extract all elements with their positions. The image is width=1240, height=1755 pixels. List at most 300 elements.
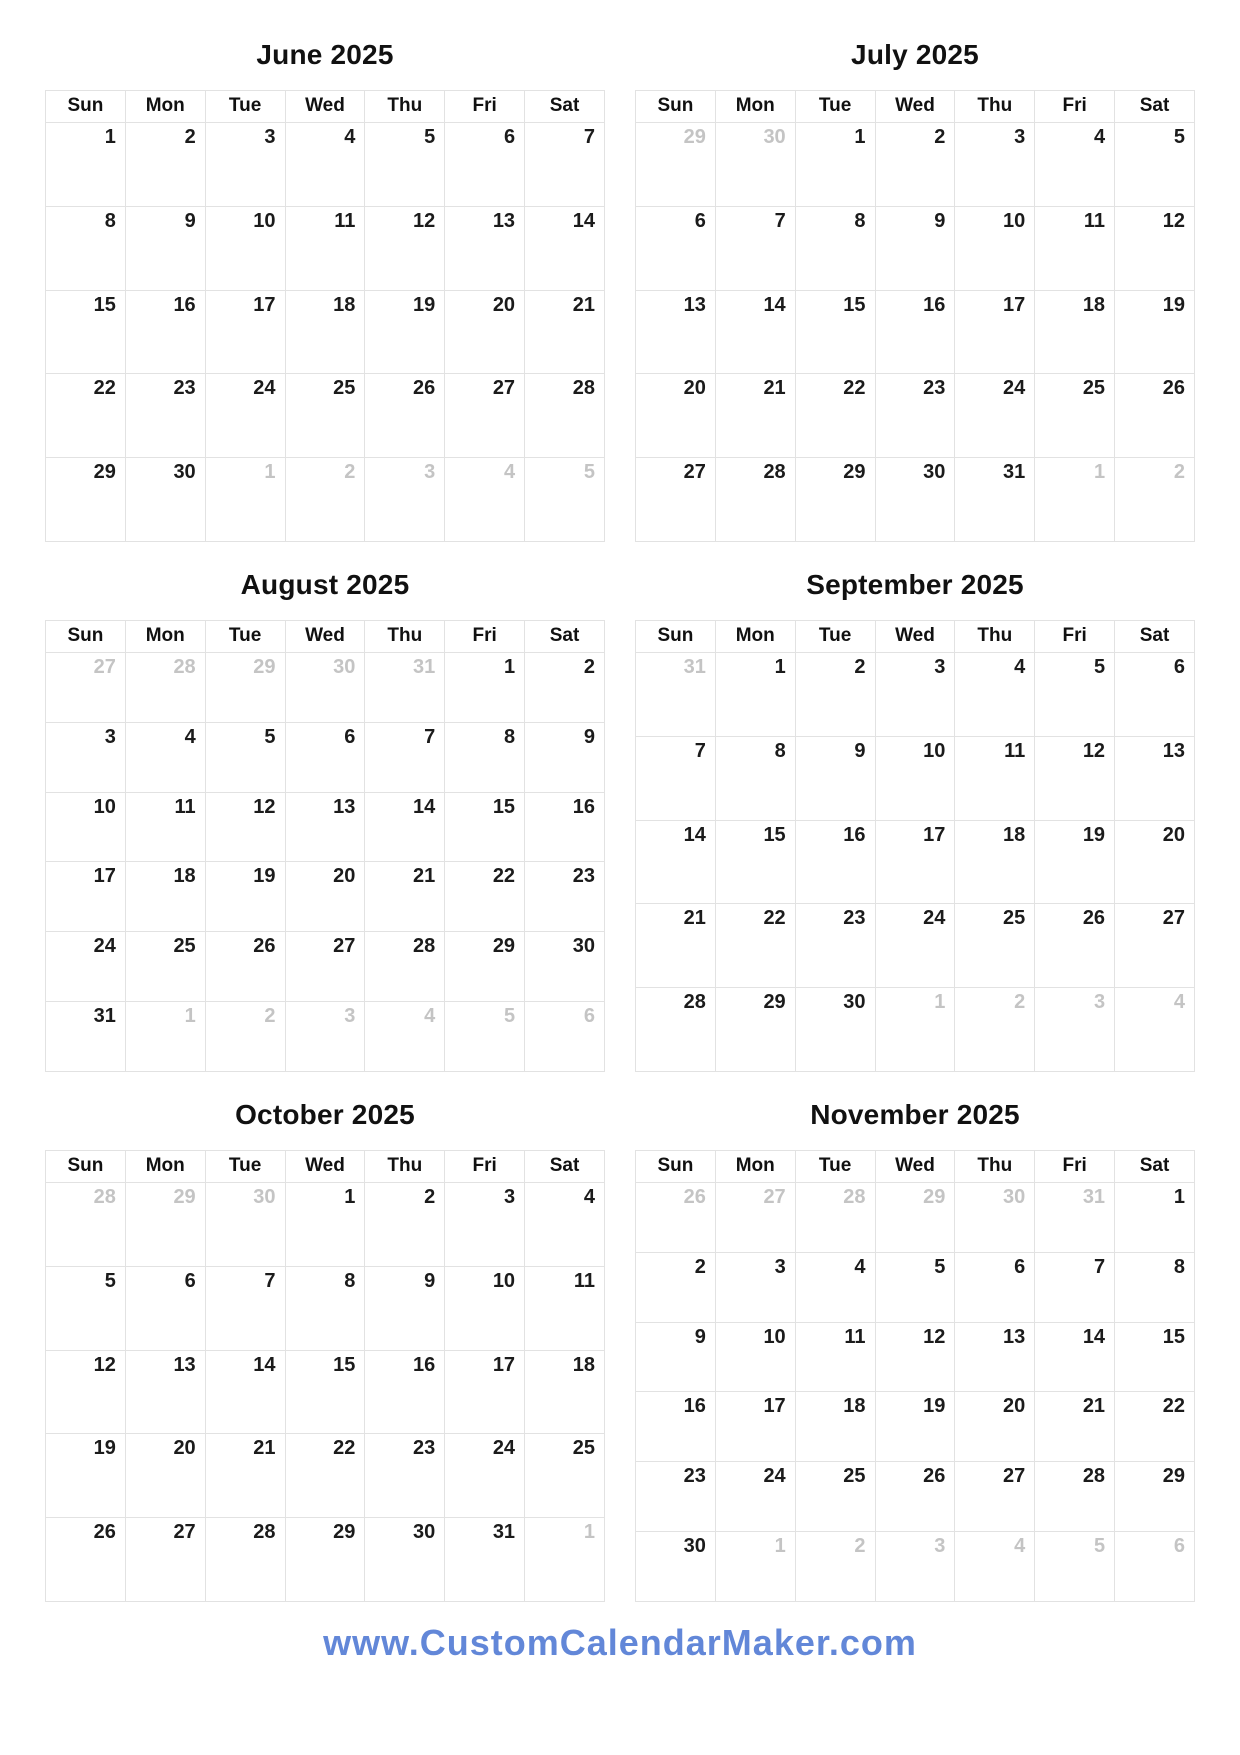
week-row: [46, 653, 605, 723]
months-grid: [45, 12, 1195, 1602]
day-cell-outside: 28: [125, 653, 205, 723]
day-cell: 28: [365, 932, 445, 1002]
day-cell: 3: [875, 653, 955, 737]
weekday-header-fri: Fri: [445, 1151, 525, 1183]
day-cell: 4: [795, 1252, 875, 1322]
day-cell: 3: [205, 123, 285, 207]
day-cell-outside: 4: [1115, 988, 1195, 1072]
day-cell-outside: 4: [365, 1002, 445, 1072]
day-cell-outside: 31: [636, 653, 716, 737]
day-cell: 20: [1115, 820, 1195, 904]
day-cell: 10: [875, 736, 955, 820]
day-cell-outside: 2: [205, 1002, 285, 1072]
day-cell: 15: [445, 792, 525, 862]
month-title: July 2025: [851, 39, 979, 70]
day-cell: 18: [955, 820, 1035, 904]
day-cell: 2: [875, 123, 955, 207]
day-cell: 16: [525, 792, 605, 862]
day-cell: 21: [715, 374, 795, 458]
weekday-header-fri: Fri: [1035, 91, 1115, 123]
day-cell: 2: [795, 653, 875, 737]
day-cell: 12: [875, 1322, 955, 1392]
day-cell: 23: [795, 904, 875, 988]
day-cell: 8: [795, 206, 875, 290]
day-cell: 21: [205, 1434, 285, 1518]
month-june-2025: [45, 12, 605, 542]
day-cell: 10: [715, 1322, 795, 1392]
week-row: [636, 1462, 1195, 1532]
day-cell: 25: [125, 932, 205, 1002]
day-cell: 7: [1035, 1252, 1115, 1322]
day-cell: 27: [1115, 904, 1195, 988]
weekday-header-fri: Fri: [445, 621, 525, 653]
day-cell: 24: [46, 932, 126, 1002]
weekday-header-sun: Sun: [46, 91, 126, 123]
day-cell: 26: [1035, 904, 1115, 988]
weekday-header-sun: Sun: [636, 1151, 716, 1183]
day-cell: 5: [875, 1252, 955, 1322]
day-cell: 9: [125, 206, 205, 290]
day-cell: 14: [1035, 1322, 1115, 1392]
day-cell-outside: 3: [285, 1002, 365, 1072]
day-cell: 8: [46, 206, 126, 290]
month-grid: [45, 620, 605, 1072]
day-cell: 24: [445, 1434, 525, 1518]
day-cell: 24: [205, 374, 285, 458]
week-row: [636, 736, 1195, 820]
day-cell: 4: [525, 1183, 605, 1267]
day-cell: 30: [795, 988, 875, 1072]
day-cell-outside: 1: [525, 1518, 605, 1602]
weekday-header-tue: Tue: [205, 621, 285, 653]
week-row: [46, 123, 605, 207]
day-cell: 30: [875, 458, 955, 542]
day-cell: 18: [795, 1392, 875, 1462]
day-cell: 3: [46, 722, 126, 792]
day-cell: 31: [445, 1518, 525, 1602]
day-cell: 8: [445, 722, 525, 792]
day-cell: 17: [205, 290, 285, 374]
weekday-header-sat: Sat: [525, 621, 605, 653]
day-cell: 31: [955, 458, 1035, 542]
day-cell: 26: [875, 1462, 955, 1532]
day-cell: 5: [205, 722, 285, 792]
weekday-header-wed: Wed: [875, 1151, 955, 1183]
day-cell: 8: [1115, 1252, 1195, 1322]
weekday-header-tue: Tue: [205, 91, 285, 123]
day-cell: 19: [365, 290, 445, 374]
day-cell: 16: [875, 290, 955, 374]
day-cell: 2: [525, 653, 605, 723]
week-row: [636, 206, 1195, 290]
weekday-header-row: [46, 1151, 605, 1183]
month-row: [45, 12, 1195, 542]
day-cell: 25: [955, 904, 1035, 988]
day-cell: 20: [445, 290, 525, 374]
month-grid: [45, 1150, 605, 1602]
day-cell: 17: [875, 820, 955, 904]
day-cell-outside: 3: [365, 458, 445, 542]
day-cell: 18: [525, 1350, 605, 1434]
day-cell: 4: [955, 653, 1035, 737]
day-cell-outside: 29: [636, 123, 716, 207]
week-row: [636, 653, 1195, 737]
day-cell-outside: 4: [445, 458, 525, 542]
day-cell: 24: [875, 904, 955, 988]
week-row: [636, 1532, 1195, 1602]
weekday-header-thu: Thu: [955, 621, 1035, 653]
day-cell: 3: [445, 1183, 525, 1267]
weekday-header-sat: Sat: [525, 1151, 605, 1183]
day-cell: 15: [285, 1350, 365, 1434]
day-cell: 29: [795, 458, 875, 542]
day-cell: 9: [636, 1322, 716, 1392]
weekday-header-wed: Wed: [285, 91, 365, 123]
day-cell-outside: 1: [1035, 458, 1115, 542]
day-cell: 15: [795, 290, 875, 374]
day-cell-outside: 1: [875, 988, 955, 1072]
day-cell: 24: [955, 374, 1035, 458]
day-cell: 30: [125, 458, 205, 542]
month-title: November 2025: [810, 1099, 1020, 1130]
day-cell-outside: 3: [875, 1532, 955, 1602]
day-cell: 28: [1035, 1462, 1115, 1532]
day-cell: 18: [125, 862, 205, 932]
day-cell: 26: [1115, 374, 1195, 458]
day-cell: 13: [125, 1350, 205, 1434]
day-cell: 21: [636, 904, 716, 988]
day-cell: 7: [525, 123, 605, 207]
day-cell: 4: [125, 722, 205, 792]
day-cell-outside: 1: [715, 1532, 795, 1602]
day-cell: 1: [285, 1183, 365, 1267]
day-cell: 11: [955, 736, 1035, 820]
day-cell: 5: [1035, 653, 1115, 737]
day-cell: 25: [1035, 374, 1115, 458]
day-cell: 29: [1115, 1462, 1195, 1532]
week-row: [46, 792, 605, 862]
weekday-header-sat: Sat: [525, 91, 605, 123]
day-cell: 1: [715, 653, 795, 737]
weekday-header-row: [46, 91, 605, 123]
day-cell: 1: [445, 653, 525, 723]
day-cell-outside: 3: [1035, 988, 1115, 1072]
day-cell-outside: 2: [795, 1532, 875, 1602]
week-row: [46, 722, 605, 792]
day-cell: 1: [1115, 1183, 1195, 1253]
day-cell-outside: 27: [715, 1183, 795, 1253]
day-cell: 22: [285, 1434, 365, 1518]
day-cell: 1: [46, 123, 126, 207]
day-cell: 12: [46, 1350, 126, 1434]
day-cell: 25: [285, 374, 365, 458]
weekday-header-mon: Mon: [125, 1151, 205, 1183]
day-cell: 27: [955, 1462, 1035, 1532]
weekday-header-fri: Fri: [1035, 1151, 1115, 1183]
day-cell: 10: [46, 792, 126, 862]
day-cell: 29: [715, 988, 795, 1072]
day-cell: 6: [636, 206, 716, 290]
day-cell: 10: [205, 206, 285, 290]
day-cell: 7: [205, 1266, 285, 1350]
weekday-header-sat: Sat: [1115, 1151, 1195, 1183]
day-cell: 19: [205, 862, 285, 932]
day-cell: 20: [955, 1392, 1035, 1462]
day-cell-outside: 2: [955, 988, 1035, 1072]
day-cell: 23: [125, 374, 205, 458]
day-cell: 16: [636, 1392, 716, 1462]
day-cell: 20: [285, 862, 365, 932]
month-title: June 2025: [256, 39, 394, 70]
day-cell: 13: [955, 1322, 1035, 1392]
day-cell: 6: [445, 123, 525, 207]
day-cell: 26: [365, 374, 445, 458]
weekday-header-thu: Thu: [955, 1151, 1035, 1183]
weekday-header-sun: Sun: [46, 1151, 126, 1183]
weekday-header-tue: Tue: [795, 621, 875, 653]
day-cell: 15: [1115, 1322, 1195, 1392]
week-row: [46, 206, 605, 290]
weekday-header-row: [636, 1151, 1195, 1183]
weekday-header-fri: Fri: [445, 91, 525, 123]
day-cell-outside: 30: [955, 1183, 1035, 1253]
month-title: September 2025: [806, 569, 1024, 600]
weekday-header-wed: Wed: [875, 91, 955, 123]
day-cell: 22: [795, 374, 875, 458]
day-cell: 15: [46, 290, 126, 374]
day-cell: 13: [636, 290, 716, 374]
day-cell: 2: [636, 1252, 716, 1322]
day-cell-outside: 2: [285, 458, 365, 542]
day-cell: 22: [46, 374, 126, 458]
day-cell: 28: [205, 1518, 285, 1602]
week-row: [636, 988, 1195, 1072]
day-cell: 11: [285, 206, 365, 290]
week-row: [636, 123, 1195, 207]
watermark-text: www.CustomCalendarMaker.com: [323, 1622, 917, 1663]
day-cell-outside: 31: [365, 653, 445, 723]
month-row: [45, 542, 1195, 1072]
day-cell-outside: 30: [285, 653, 365, 723]
day-cell: 7: [636, 736, 716, 820]
week-row: [46, 1183, 605, 1267]
day-cell: 27: [445, 374, 525, 458]
day-cell: 28: [715, 458, 795, 542]
day-cell: 31: [46, 1002, 126, 1072]
day-cell: 17: [955, 290, 1035, 374]
day-cell: 23: [875, 374, 955, 458]
day-cell-outside: 31: [1035, 1183, 1115, 1253]
day-cell: 16: [365, 1350, 445, 1434]
day-cell: 3: [715, 1252, 795, 1322]
weekday-header-thu: Thu: [955, 91, 1035, 123]
day-cell: 26: [46, 1518, 126, 1602]
day-cell: 16: [125, 290, 205, 374]
day-cell: 22: [445, 862, 525, 932]
day-cell-outside: 28: [795, 1183, 875, 1253]
day-cell: 21: [365, 862, 445, 932]
week-row: [46, 1434, 605, 1518]
day-cell: 10: [955, 206, 1035, 290]
weekday-header-sat: Sat: [1115, 91, 1195, 123]
day-cell: 11: [125, 792, 205, 862]
day-cell: 11: [1035, 206, 1115, 290]
weekday-header-thu: Thu: [365, 91, 445, 123]
day-cell: 20: [125, 1434, 205, 1518]
day-cell: 24: [715, 1462, 795, 1532]
weekday-header-wed: Wed: [285, 1151, 365, 1183]
day-cell: 8: [285, 1266, 365, 1350]
week-row: [46, 1266, 605, 1350]
day-cell: 27: [125, 1518, 205, 1602]
day-cell: 20: [636, 374, 716, 458]
day-cell-outside: 5: [525, 458, 605, 542]
day-cell: 21: [1035, 1392, 1115, 1462]
day-cell: 1: [795, 123, 875, 207]
day-cell: 22: [715, 904, 795, 988]
week-row: [636, 458, 1195, 542]
day-cell: 7: [715, 206, 795, 290]
week-row: [46, 932, 605, 1002]
day-cell: 18: [285, 290, 365, 374]
weekday-header-sat: Sat: [1115, 621, 1195, 653]
week-row: [46, 1518, 605, 1602]
weekday-header-tue: Tue: [795, 1151, 875, 1183]
month-october-2025: [45, 1072, 605, 1602]
day-cell: 22: [1115, 1392, 1195, 1462]
day-cell-outside: 30: [715, 123, 795, 207]
day-cell: 27: [636, 458, 716, 542]
weekday-header-mon: Mon: [125, 621, 205, 653]
weekday-header-wed: Wed: [875, 621, 955, 653]
week-row: [46, 1002, 605, 1072]
day-cell: 5: [365, 123, 445, 207]
weekday-header-tue: Tue: [205, 1151, 285, 1183]
day-cell: 17: [445, 1350, 525, 1434]
day-cell-outside: 27: [46, 653, 126, 723]
weekday-header-fri: Fri: [1035, 621, 1115, 653]
day-cell: 11: [795, 1322, 875, 1392]
day-cell-outside: 1: [125, 1002, 205, 1072]
day-cell-outside: 28: [46, 1183, 126, 1267]
day-cell-outside: 4: [955, 1532, 1035, 1602]
day-cell: 17: [715, 1392, 795, 1462]
week-row: [636, 820, 1195, 904]
month-grid: [635, 620, 1195, 1072]
day-cell-outside: 1: [205, 458, 285, 542]
month-november-2025: [635, 1072, 1195, 1602]
day-cell: 6: [125, 1266, 205, 1350]
weekday-header-thu: Thu: [365, 621, 445, 653]
day-cell: 28: [525, 374, 605, 458]
day-cell-outside: 6: [1115, 1532, 1195, 1602]
day-cell: 14: [636, 820, 716, 904]
weekday-header-thu: Thu: [365, 1151, 445, 1183]
day-cell: 4: [285, 123, 365, 207]
day-cell: 12: [205, 792, 285, 862]
day-cell: 5: [1115, 123, 1195, 207]
day-cell: 15: [715, 820, 795, 904]
day-cell: 21: [525, 290, 605, 374]
day-cell: 14: [205, 1350, 285, 1434]
week-row: [46, 862, 605, 932]
week-row: [46, 1350, 605, 1434]
day-cell: 30: [525, 932, 605, 1002]
day-cell: 6: [1115, 653, 1195, 737]
day-cell-outside: 6: [525, 1002, 605, 1072]
week-row: [636, 1252, 1195, 1322]
day-cell-outside: 29: [875, 1183, 955, 1253]
day-cell: 9: [525, 722, 605, 792]
day-cell: 19: [875, 1392, 955, 1462]
day-cell: 14: [525, 206, 605, 290]
week-row: [46, 458, 605, 542]
day-cell: 8: [715, 736, 795, 820]
day-cell: 28: [636, 988, 716, 1072]
day-cell: 16: [795, 820, 875, 904]
day-cell: 25: [525, 1434, 605, 1518]
month-september-2025: [635, 542, 1195, 1072]
day-cell: 12: [365, 206, 445, 290]
day-cell: 3: [955, 123, 1035, 207]
day-cell: 17: [46, 862, 126, 932]
month-title: August 2025: [240, 569, 410, 600]
month-august-2025: [45, 542, 605, 1072]
day-cell: 2: [125, 123, 205, 207]
weekday-header-sun: Sun: [636, 91, 716, 123]
day-cell: 23: [525, 862, 605, 932]
day-cell: 14: [365, 792, 445, 862]
day-cell-outside: 5: [445, 1002, 525, 1072]
weekday-header-mon: Mon: [715, 91, 795, 123]
weekday-header-wed: Wed: [285, 621, 365, 653]
week-row: [636, 290, 1195, 374]
day-cell: 30: [365, 1518, 445, 1602]
weekday-header-mon: Mon: [715, 621, 795, 653]
day-cell: 12: [1035, 736, 1115, 820]
month-grid: [635, 1150, 1195, 1602]
day-cell: 29: [445, 932, 525, 1002]
day-cell: 5: [46, 1266, 126, 1350]
weekday-header-row: [46, 621, 605, 653]
day-cell: 13: [1115, 736, 1195, 820]
day-cell: 7: [365, 722, 445, 792]
day-cell-outside: 5: [1035, 1532, 1115, 1602]
month-row: [45, 1072, 1195, 1602]
weekday-header-row: [636, 91, 1195, 123]
day-cell: 14: [715, 290, 795, 374]
day-cell: 30: [636, 1532, 716, 1602]
day-cell: 19: [1115, 290, 1195, 374]
day-cell: 6: [285, 722, 365, 792]
day-cell: 19: [46, 1434, 126, 1518]
day-cell-outside: 29: [125, 1183, 205, 1267]
day-cell-outside: 26: [636, 1183, 716, 1253]
day-cell: 19: [1035, 820, 1115, 904]
month-grid: [45, 90, 605, 542]
day-cell-outside: 29: [205, 653, 285, 723]
day-cell: 26: [205, 932, 285, 1002]
day-cell: 11: [525, 1266, 605, 1350]
day-cell: 23: [636, 1462, 716, 1532]
day-cell-outside: 30: [205, 1183, 285, 1267]
day-cell: 10: [445, 1266, 525, 1350]
month-grid: [635, 90, 1195, 542]
week-row: [46, 374, 605, 458]
day-cell: 6: [955, 1252, 1035, 1322]
week-row: [636, 1322, 1195, 1392]
day-cell: 2: [365, 1183, 445, 1267]
